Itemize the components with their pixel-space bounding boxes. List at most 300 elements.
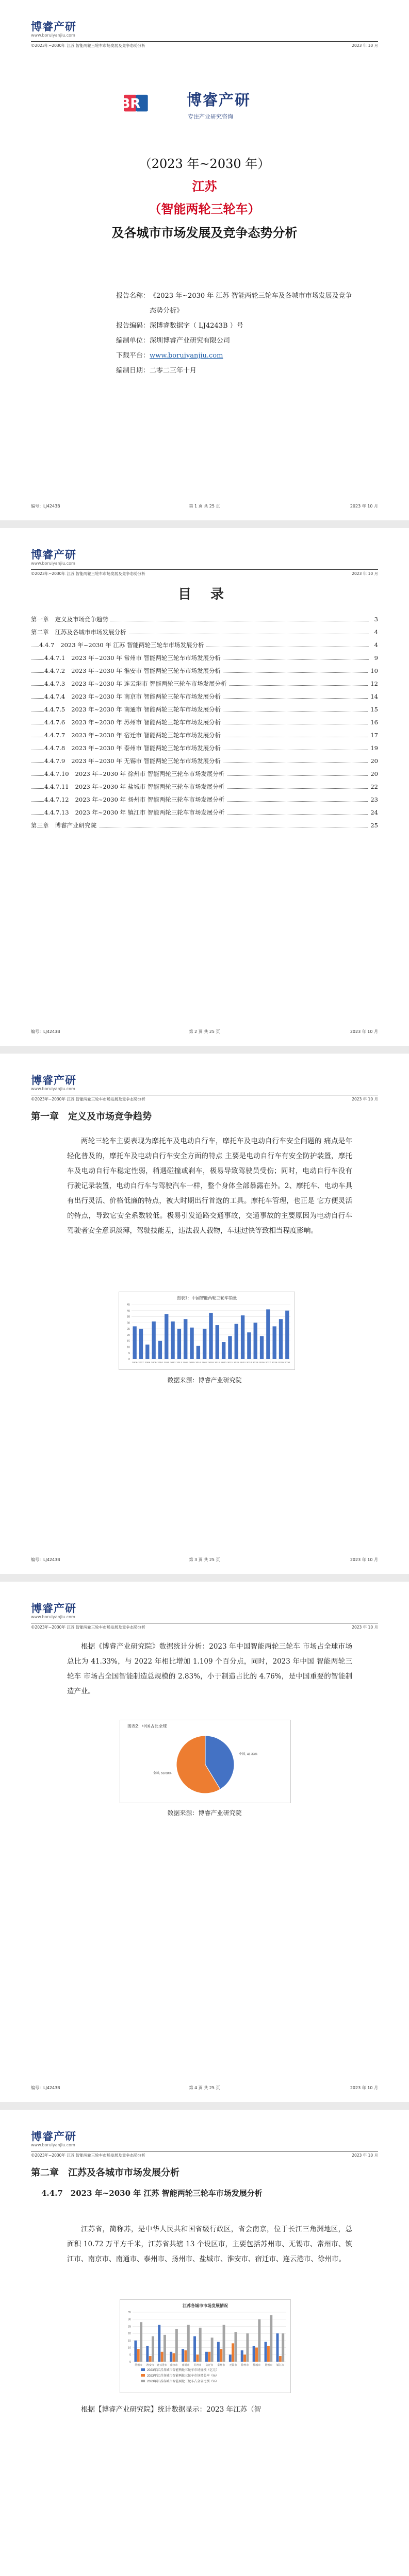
header-logo[interactable] [31,18,378,40]
toc-item[interactable] [31,742,378,755]
toc-text: 2023 年~2030 年 泰州市 智能两轮三轮车市场发展分析 [71,744,221,752]
meta-key: 报告名称： [116,292,150,300]
bar [241,2350,243,2362]
toc-label [44,793,226,806]
bar [184,2350,187,2362]
bar [171,1321,174,1359]
bar [279,2356,282,2362]
y-tick-label: 20 [126,1333,130,1337]
meta-value: 深博睿数据字（ LJ4243B ）号 [150,322,243,330]
page-footer [31,1557,378,1563]
page-header [31,2127,378,2158]
header-logo[interactable] [31,546,378,568]
bar [193,2336,196,2362]
chart-title: 图表2：中国占比全球 [127,1724,167,1728]
bar [285,1311,289,1359]
x-tick-label: 2019 [214,1362,220,1364]
chart-source: 数据来源：博睿产业研究院 [167,1809,242,1817]
toc-text: 2023 年~2030 年 镇江市 智能两轮三轮车市场发展分析 [75,809,225,816]
toc-text: 2023 年~2030 年 扬州市 智能两轮三轮车市场发展分析 [75,796,225,803]
toc-number: 第二章 [31,629,49,636]
bar [220,2349,222,2362]
x-tick-label: 2006 [132,1362,138,1364]
y-tick-label: 25 [127,2325,131,2329]
bar [235,1324,238,1359]
cover-slogan: 专注产业研究咨询 [188,113,233,120]
toc-label [44,652,223,665]
cover-meta [67,289,352,378]
y-tick-label: 0 [128,1358,130,1361]
toc-page: 23 [368,793,378,806]
br-logo-icon [120,82,150,125]
bar [260,1336,264,1359]
brand-url: www.boruiyanjiu.com [31,561,75,566]
meta-value: 深圳博睿产业研究有限公司 [150,337,231,345]
toc-text: 2023 年~2030 年 盐城市 智能两轮三轮车市场发展分析 [75,783,225,790]
page-toc [0,528,409,1046]
toc-label [44,703,223,716]
bar [217,2342,220,2362]
bar [276,2333,279,2362]
footer-page: 第 2 页 共 25 页 [189,1029,220,1034]
bar [253,2346,255,2362]
bar [170,2352,172,2362]
chart-bars [133,1309,289,1359]
toc-item[interactable] [31,729,378,742]
footer-code: 编号：LJ4243B [31,2086,60,2090]
toc-item[interactable] [31,613,378,626]
bar [163,2335,166,2362]
bar [152,1321,155,1359]
toc-number: 4.4.7 [39,641,55,649]
bar [229,2354,232,2362]
toc-page: 24 [368,806,378,819]
toc-page: 4 [372,639,378,652]
bar [235,2332,237,2362]
meta-key: 报告编码： [116,322,150,330]
meta-row-org [67,333,352,348]
x-tick-label: 2029 [278,1362,284,1364]
page-cover [0,0,409,520]
toc-page: 20 [368,768,378,781]
x-tick-label: 镇江市 [276,2364,285,2367]
toc-label [44,742,223,755]
china-sales-bar-chart [119,1292,295,1370]
y-tick-label: 35 [126,1315,130,1319]
bar [134,2341,137,2362]
bar [196,2354,199,2362]
bar [282,2333,284,2362]
y-tick-label: 15 [126,1340,130,1343]
header-report-title: ©2023年~2030年 江苏 智能两轮三轮车市场发展及竞争态势分析 [31,1097,145,1101]
page-header [31,1071,378,1101]
toc-page: 20 [368,755,378,768]
bar [243,2354,246,2362]
header-logo[interactable] [31,2127,378,2150]
chapter-2-heading: 第二章 江苏及各城市市场发展分析 [31,2167,179,2178]
cover-product: （智能两轮三轮车） [149,201,260,216]
legend-swatch [141,2368,145,2371]
bar [146,2346,149,2362]
header-info [31,2153,378,2158]
toc-number: 4.4.7.9 [44,757,66,765]
x-tick-label: 2009 [151,1362,157,1364]
toc-label [44,665,223,677]
footer-code: 编号：LJ4243B [31,1029,60,1034]
pie-data-label: 中国, 41.33% [239,1753,258,1756]
footer-date: 2023 年 10 月 [350,2086,378,2090]
page-share [0,1582,409,2102]
brand-name: 博睿产研 [31,1602,76,1615]
logo-letters: BR [120,96,141,112]
y-tick-label: 10 [127,2346,131,2350]
bar [149,2356,152,2362]
bar [133,1326,136,1359]
y-tick-label: 25 [126,1328,130,1331]
bar [177,1329,181,1359]
toc-text: 2023 年~2030 年 无锡市 智能两轮三轮车市场发展分析 [71,757,221,765]
header-report-title: ©2023年~2030年 江苏 智能两轮三轮车市场发展及竞争态势分析 [31,43,145,48]
bar [184,1319,187,1359]
toc-page: 17 [368,729,378,742]
x-tick-label: 2017 [202,1362,208,1364]
toc-text: 江苏及各城市市场发展分析 [55,629,126,636]
bar [211,2337,214,2362]
page-chapter-1 [0,1054,409,1574]
x-tick-label: 宿迁市 [205,2364,214,2367]
toc-label [44,781,226,793]
bar [258,2319,260,2362]
bar [247,1332,251,1359]
toc-page: 19 [368,742,378,755]
page-header [31,546,378,576]
header-info [31,1624,378,1630]
header-date: 2023 年 10 月 [352,1097,378,1101]
pie-slices [176,1736,234,1793]
x-tick-label: 苏州市 [193,2364,202,2367]
toc-item[interactable] [31,639,378,652]
toc-text: 2023 年~2030 年 连云港市 智能两轮三轮车市场发展分析 [71,680,227,687]
toc-number: 4.4.7.12 [44,796,69,803]
toc-label [44,677,229,690]
footer-date: 2023 年 10 月 [350,504,378,509]
x-tick-label: 南通市 [182,2364,190,2367]
toc-text: 2023 年~2030 年 宿迁市 智能两轮三轮车市场发展分析 [71,732,221,739]
toc-number: 4.4.7.1 [44,654,66,662]
toc-page: 15 [368,703,378,716]
toc-text: 2023 年~2030 年 苏州市 智能两轮三轮车市场发展分析 [71,719,221,726]
brand-url: www.boruiyanjiu.com [31,1615,75,1619]
toc-page: 9 [372,652,378,665]
toc-page: 4 [372,626,378,639]
toc-number: 4.4.7.2 [44,667,66,674]
bar [197,1346,200,1359]
bar [182,2349,184,2362]
bar [273,1326,276,1359]
y-tick-label: 5 [128,1352,130,1355]
header-date: 2023 年 10 月 [352,1625,378,1630]
bar [203,1329,206,1359]
bar [158,2325,160,2362]
toc-text: 2023 年~2030 年 淮安市 智能两轮三轮车市场发展分析 [71,667,221,674]
toc-label [31,819,99,832]
x-tick-label: 2022 [233,1362,239,1364]
toc-item[interactable] [31,677,378,690]
bar [209,1313,212,1359]
toc-number: 4.4.7.13 [44,809,69,816]
legend-label: 2023年江苏各城市智能两轮三轮车市场增长率（%） [147,2375,219,2378]
toc-number: 4.4.7.8 [44,744,66,752]
x-tick-label: 2010 [157,1362,163,1364]
y-tick-label: 30 [126,1321,130,1325]
footer-page: 第 4 页 共 25 页 [189,2086,220,2090]
toc-item[interactable] [31,690,378,703]
chapter-1-heading: 第一章 定义及市场竞争趋势 [31,1111,152,1122]
toc-label [44,729,223,742]
x-tick-label: 2016 [195,1362,201,1364]
bar [241,1315,244,1359]
toc-number: 4.4.7.7 [44,732,66,739]
y-tick-label: 35 [127,2311,131,2314]
page-header [31,1599,378,1630]
bar [223,2325,225,2362]
page-header [31,18,378,48]
brand-url: www.boruiyanjiu.com [31,2143,75,2147]
bar [161,2352,163,2362]
meta-value: 《2023 年~2030 年 江苏 智能两轮三轮车及各城市市场发展及竞争态势分析》 [150,292,352,315]
bar [145,1345,149,1359]
meta-key: 下载平台： [116,352,150,360]
meta-row-platform [67,348,352,363]
y-tick-label: 15 [127,2339,131,2343]
chart-x-ticks [135,2363,284,2367]
toc-page: 25 [368,819,378,832]
header-date: 2023 年 10 月 [352,571,378,576]
x-tick-label: 2013 [176,1362,182,1364]
cover-brand-name: 博睿产研 [187,91,251,109]
toc-number: 4.4.7.5 [44,706,66,713]
footer-page: 第 3 页 共 25 页 [189,1557,220,1562]
bar [165,1314,168,1359]
toc-number: 4.4.7.11 [44,783,69,790]
bar [199,2328,202,2362]
x-tick-label: 2011 [163,1362,169,1364]
cover-logo [120,82,289,129]
toc-item[interactable] [31,781,378,793]
toc-number: 第一章 [31,616,49,623]
bar [140,2322,142,2362]
jiangsu-paragraph: 江苏省，简称苏，是中华人民共和国省级行政区，省会南京，位于长江三角洲地区，总面积 10.72 万平方千米，江苏省共辖 13 个设区市，主要包括苏州市、无锡市、常州市、镇江市、南京市、南通市、泰州市、扬州市、盐城市、淮安市、宿迁市、连云港市、徐州市。 [67,2225,352,2263]
toc-number: 4.4.7.6 [44,719,66,726]
x-tick-label: 扬州市 [265,2364,273,2367]
toc-label [44,768,226,781]
x-tick-label: 2018 [208,1362,214,1364]
toc-item[interactable] [31,793,378,806]
header-info [31,571,378,577]
bar [152,2336,154,2362]
toc-item[interactable] [31,652,378,665]
toc-item[interactable] [31,716,378,729]
legend-swatch [141,2374,145,2377]
header-report-title: ©2023年~2030年 江苏 智能两轮三轮车市场发展及竞争态势分析 [31,571,145,576]
toc-label [44,690,223,703]
toc-page: 14 [368,690,378,703]
bar [137,2349,140,2362]
header-rule [31,569,378,570]
meta-value: 二零二三年十月 [150,367,197,375]
toc-item[interactable] [31,703,378,716]
page-footer [31,2085,378,2091]
footer-code: 编号：LJ4243B [31,1557,60,1562]
x-tick-label: 2007 [138,1362,144,1364]
bar [175,2329,178,2362]
toc-text: 博睿产业研究院 [55,822,96,829]
header-info [31,1096,378,1102]
toc-page: 12 [368,677,378,690]
brand-url: www.boruiyanjiu.com [31,1087,75,1091]
x-tick-label: 2012 [170,1362,176,1364]
y-tick-label: 0 [129,2361,131,2364]
bar [139,1329,143,1359]
bar [266,1309,270,1359]
x-tick-label: 南京市 [170,2364,178,2367]
toc-label [39,639,206,652]
toc-label [44,716,223,729]
bar [190,1328,193,1359]
bar [246,2333,249,2362]
header-info [31,43,378,48]
y-tick-label: 40 [126,1309,130,1313]
x-tick-label: 常州市 [134,2364,142,2367]
x-tick-label: 2027 [265,1362,271,1364]
header-rule [31,41,378,42]
china-global-pie-chart [120,1720,291,1803]
brand-url: www.boruiyanjiu.com [31,33,75,38]
chart-title: 江苏各城市市场发展情况 [183,2303,228,2308]
share-paragraph: 根据《博睿产业研究院》数据统计分析：2023 年中国智能两轮三轮车 市场占全球市场总比为 41.33%，与 2022 年相比增加 1.109 个百分点，同时，2023 年中国 智能两轮三轮车 市场占全国智能制造总规模的 2.83%，小于制造占比的 4.76%，是中国重要的智能制造产业。 [67,1642,352,1696]
x-tick-label: 2028 [271,1362,277,1364]
toc-label [44,806,226,819]
bar [270,2315,272,2362]
x-tick-label: 盐城市 [253,2364,261,2367]
x-tick-label: 无锡市 [229,2364,237,2367]
toc-number: 4.4.7.3 [44,680,66,687]
x-tick-label: 2020 [221,1362,226,1364]
toc-item[interactable] [31,755,378,768]
header-date: 2023 年 10 月 [352,43,378,48]
toc-text: 2023 年~2030 年 徐州市 智能两轮三轮车市场发展分析 [75,770,225,777]
footer-code: 编号：LJ4243B [31,504,60,509]
header-logo[interactable] [31,1071,378,1094]
cover-year-line: （2023 年~2030 年） [139,157,270,171]
toc-item[interactable] [31,626,378,639]
page-chapter-2 [0,2110,409,2576]
footer-page: 第 1 页 共 25 页 [189,504,220,509]
toc-text: 2023 年~2030 年 常州市 智能两轮三轮车市场发展分析 [71,654,221,662]
bar [265,2342,267,2362]
header-logo[interactable] [31,1599,378,1622]
section-4-4-7-heading: 4.4.7 2023 年~2030 年 江苏 智能两轮三轮车市场发展分析 [41,2189,263,2198]
header-report-title: ©2023年~2030年 江苏 智能两轮三轮车市场发展及竞争态势分析 [31,1625,145,1630]
page-footer [31,503,378,509]
header-date: 2023 年 10 月 [352,2153,378,2158]
city-market-bar-chart [120,2299,291,2393]
meta-key: 编制单位： [116,337,150,345]
bar [187,2325,190,2362]
bar [208,2352,210,2362]
toc-page: 10 [368,665,378,677]
x-tick-label: 2021 [227,1362,233,1364]
chapter-1-paragraph: 两轮三轮车主要表现为摩托车及电动自行车，摩托车及电动自行车安全问题的 痛点是年轻化普及的，摩托车及电动自行车安全方面的特点 主要是电动自行车有安全防护装置，摩托车及电动自行车稳定性弱，稍遇碰撞或刹车，极易导致驾驶员受伤；同时，电动自行车没有行驶记录装置，电动自行车与驾驶汽车一样，整个身体全部暴露在外。2、摩托车、电动车具有出行灵活、价格低廉的特点，被大时期出行首选的工具。摩托车管理，也正是 它方便灵活的特点，导致它安全系数较低。极易引发道路交通事故，交通事故的主要原因为电动自行车驾驶者安全意识淡薄，驾驶技能差，违法载人载物，车速过快等致相当程度影响。 [67,1137,352,1235]
chart-x-ticks [132,1361,290,1364]
toc-item[interactable] [31,665,378,677]
toc-text: 2023 年~2030 年 南通市 智能两轮三轮车市场发展分析 [71,706,221,713]
brand-name: 博睿产研 [31,1074,76,1087]
brand-name: 博睿产研 [31,549,76,561]
toc-item[interactable] [31,768,378,781]
download-link[interactable]: www.boruiyanjiu.com [150,352,223,360]
y-tick-label: 30 [127,2318,131,2321]
meta-key: 编制日期： [116,367,150,375]
legend-label: 2023年江苏各城市智能两轮三轮车占全省比例（%） [147,2380,219,2383]
chart-grid [127,1303,290,1361]
bar [173,2353,175,2362]
toc-page: 16 [368,716,378,729]
bar [228,1336,232,1359]
y-tick-label: 45 [126,1303,130,1307]
footer-date: 2023 年 10 月 [350,1557,378,1562]
legend-label: 2023年江苏各城市智能两轮三轮车市场规模（亿元） [147,2369,219,2372]
x-tick-label: 2030 [284,1362,290,1364]
meta-row-name [67,289,352,318]
bar [255,2348,258,2362]
chart-title: 图表1：中国智能两轮三轮车销量 [176,1296,237,1300]
jiangsu-paragraph-2: 根据【博睿产业研究院】统计数据显示：2023 年江苏（智 [81,2405,261,2414]
x-tick-label: 淮安市 [146,2364,154,2367]
toc-label [31,613,110,626]
pie-data-label: 全球, 58.68% [153,1772,172,1775]
cover-region: 江苏 [192,179,217,194]
toc-number: 第三章 [31,822,49,829]
toc-item[interactable] [31,819,378,832]
x-tick-label: 徐州市 [241,2364,249,2367]
toc-number: 4.4.7.4 [44,693,66,700]
chart-legend [141,2368,219,2383]
bar [254,1323,257,1359]
x-tick-label: 泰州市 [217,2364,225,2367]
x-tick-label: 2026 [259,1362,265,1364]
meta-row-code [67,318,352,333]
x-tick-label: 连云港市 [157,2364,168,2367]
header-report-title: ©2023年~2030年 江苏 智能两轮三轮车市场发展及竞争态势分析 [31,2153,145,2158]
toc-text: 2023 年~2030 年 南京市 智能两轮三轮车市场发展分析 [71,693,221,700]
bar [279,1319,283,1359]
toc-label [44,755,223,768]
meta-row-date [67,363,352,378]
page-footer [31,1029,378,1035]
toc-item[interactable] [31,806,378,819]
x-tick-label: 2008 [144,1362,151,1364]
bar [216,1325,219,1359]
chart-source: 数据来源：博睿产业研究院 [167,1377,242,1384]
bar [222,1342,225,1359]
legend-swatch [141,2380,145,2382]
toc-text: 定义及市场竞争趋势 [55,616,108,623]
brand-name: 博睿产研 [31,2130,76,2143]
y-tick-label: 10 [126,1346,130,1349]
x-tick-label: 2023 [240,1362,246,1364]
toc-label [31,626,128,639]
